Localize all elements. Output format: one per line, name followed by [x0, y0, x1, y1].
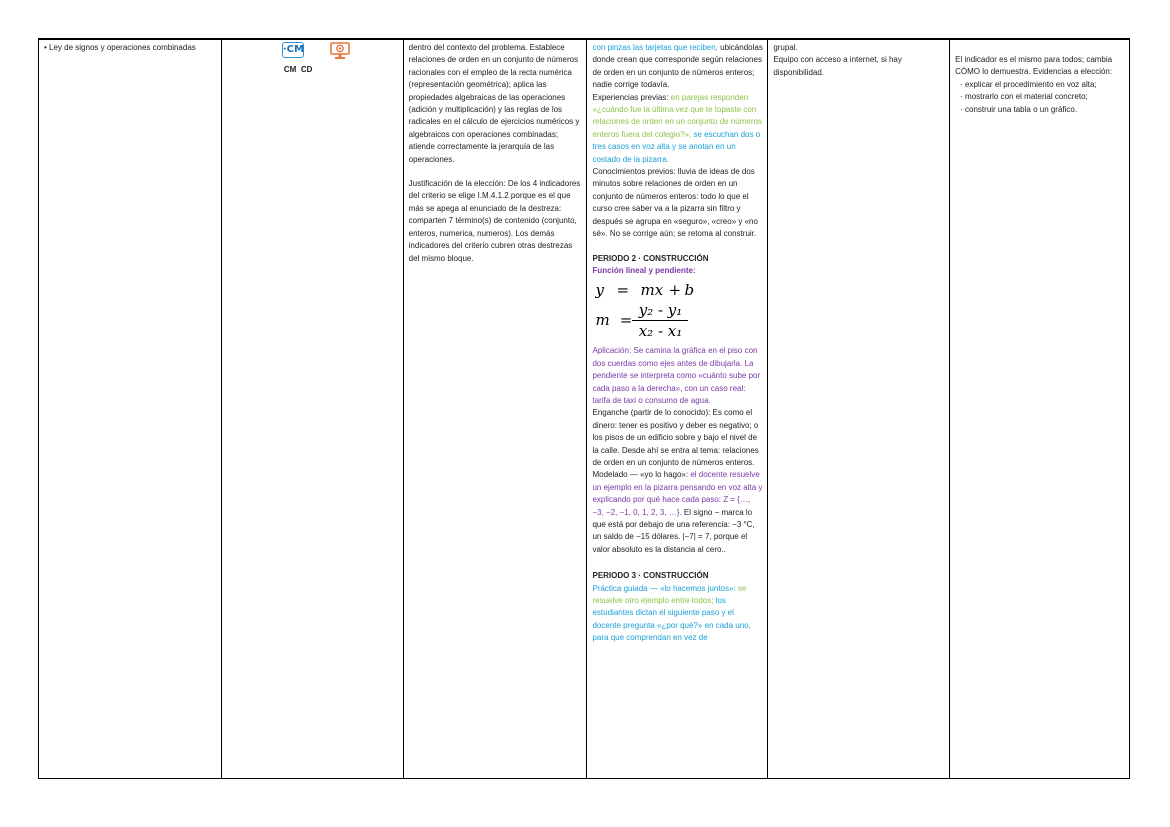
competence-icons	[282, 42, 362, 72]
formula-linear	[592, 279, 763, 301]
previous-knowledge: Conocimientos previos: lluvia de ideas de dos minutos sobre relaciones de orden en un conjunto de números enteros: todo lo que el curso cree saber va a la pizarra sin filtro y después se agrupa en «seguro», «creo» y «no sé». No se corrige aún; se retoma al construir.	[592, 167, 758, 239]
modeling-purple-text: el docente resuelve un ejemplo en la pizarra pensando en voz alta y explicando por qué hace cada paso:	[592, 470, 763, 505]
hook-text: Enganche (partir de lo conocido): Es como el dinero: tener es positivo y deber es negativo; o los pisos de un edificio sobre y bajo el nivel de la calle. Desde ahí se entra al tema: relaciones de orden en un conjunto de números enteros.	[592, 408, 759, 467]
indicator-text: dentro del contexto del problema. Establece relaciones de orden en un conjunto de números racionales con el empleo de la recta numérica (representación geométrica); aplica las propiedades algebraicas de las operaciones (adición y multiplicación) y las reglas de los radicales en el cálculo de ejercicios numéricos y algebraicos con operaciones combinadas; atiende correctamente la jerarquía de las operaciones.	[408, 43, 580, 164]
cm-icon: ·CM	[282, 42, 304, 58]
resources-line-1: grupal.	[773, 43, 798, 52]
evidence-item: · explicar el procedimiento en voz alta;	[960, 79, 1097, 89]
column-evaluation	[950, 40, 1130, 778]
practice-blue-text-2: los estudiantes dictan el siguiente paso y el docente pregunta «¿por qué?» en cada uno, para que comprendan en vez de	[592, 596, 751, 643]
formula-plus: +	[668, 281, 682, 300]
modeling-rest-text: El signo − marca lo que está por debajo de una referencia: −3 °C, un saldo de −15 dólares. |−7| = 7, porque el valor absoluto es la distancia al cero..	[592, 507, 755, 554]
period-3-heading: PERIODO 3 · CONSTRUCCIÓN	[592, 571, 709, 581]
practice-green-text: se resuelve otro ejemplo entre todos;	[592, 583, 747, 606]
formula-slope	[592, 301, 763, 345]
column-activities	[587, 40, 768, 778]
application-purple-text: Aplicación: Se camina la gráfica en el piso con dos cuerdas como ejes antes de dibujarla. La pendiente se interpreta como «cuánto sube por cada paso a la derecha», con un caso real:	[592, 346, 761, 393]
intro-blue-text: con pinzas las tarjetas que reciben,	[592, 43, 718, 52]
previous-experiences	[592, 92, 763, 166]
justification-text: Justificación de la elección: De los 4 indicadores del criterio se elige I.M.4.1.2 porque es el que más se apega al enunciado de la destreza: comparten 7 término(s) de contenido (conjunto, enteros, numerica, numeros). Los demás indicadores del criterio cubren otras destrezas del mismo bloque.	[408, 179, 581, 263]
modeling-text	[592, 469, 763, 556]
experiences-blue-text: se escuchan dos o tres casos en voz alta y se anotan en un costado de la pizarra.	[592, 129, 761, 164]
column-indicator	[404, 40, 588, 778]
formula-mx: mx	[640, 281, 664, 300]
cd-label: CD	[300, 65, 313, 74]
modeling-label: Modelado — «yo lo hago»:	[592, 470, 691, 480]
period-2-heading: PERIODO 2 · CONSTRUCCIÓN	[592, 253, 709, 263]
column-resources	[768, 40, 950, 778]
slope-denominator: x₂ - x₁	[638, 322, 683, 341]
experiences-label: Experiencias previas:	[592, 92, 671, 102]
column-competences	[222, 40, 404, 778]
modeling-set-text: Z = {…, −3, −2, −1, 0, 1, 2, 3, …}.	[592, 495, 751, 517]
formula-equals: =	[616, 281, 630, 300]
guided-practice-text	[592, 583, 763, 645]
resources-line-2: Equipo con acceso a internet, si hay disponibilidad.	[773, 55, 902, 77]
application-text	[592, 345, 763, 407]
formula-y: y	[595, 281, 604, 300]
evaluation-intro: El indicador es el mismo para todos; cambia CÓMO lo demuestra. Evidencias a elección:	[955, 55, 1113, 77]
activity-intro	[592, 42, 763, 92]
column-content-topic	[39, 40, 222, 778]
formula-m: m =	[595, 311, 633, 330]
experiences-green-text: en parejas responden «¿cuándo fue la última vez que te topaste con relaciones de orden en un conjunto de números enteros fuera del colegio?»;	[592, 92, 762, 139]
application-example-text: tarifa de taxi o consumo de agua.	[592, 395, 711, 405]
cm-label: CM	[283, 65, 297, 74]
formula-b: b	[684, 281, 695, 300]
evidence-item: · mostrarlo con el material concreto;	[960, 92, 1088, 102]
topic-text: • Ley de signos y operaciones combinadas	[44, 43, 196, 52]
linear-function-heading: Función lineal y pendiente:	[592, 265, 696, 275]
slope-fraction	[632, 301, 688, 340]
planning-table	[38, 38, 1130, 779]
cd-monitor-icon	[330, 42, 350, 60]
evidence-item: · construir una tabla o un gráfico.	[960, 104, 1078, 114]
slope-numerator: y₂ - y₁	[638, 301, 683, 320]
practice-blue-text: Práctica guiada — «lo hacemos juntos»:	[592, 583, 736, 593]
intro-text: ubicándolas donde crean que corresponde según relaciones de orden en un conjunto de números enteros; nadie corrige todavía.	[592, 43, 763, 90]
